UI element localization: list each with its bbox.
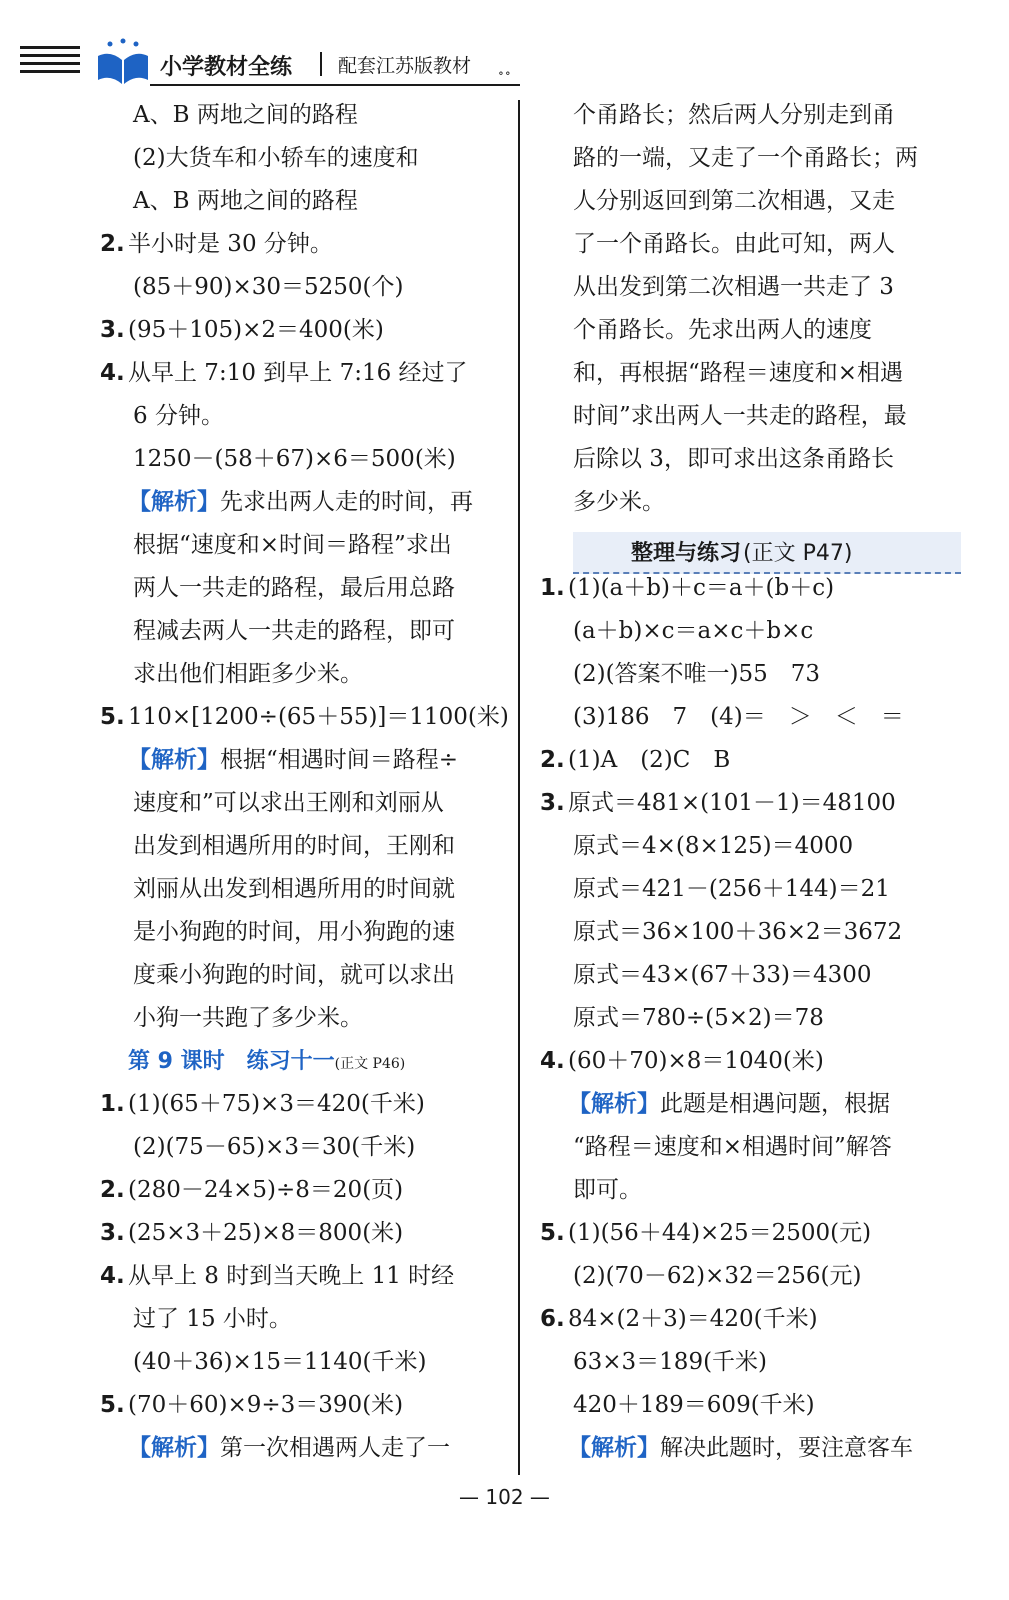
answer-text: (1)(a＋b)＋c＝a＋(b＋c): [568, 575, 835, 601]
text-line: [128, 1433, 450, 1463]
text-line: 63×3＝189(千米): [573, 1349, 768, 1375]
text-line: (3)186 7 (4)＝ ＞ ＜ ＝: [573, 704, 904, 730]
text-line: 420＋189＝609(千米): [573, 1392, 815, 1418]
answer-text: 先求出两人走的时间，再: [220, 489, 473, 515]
text-line: [100, 1218, 403, 1248]
text-line: (a＋b)×c＝a×c＋b×c: [573, 618, 814, 644]
text-line: (2)(70－62)×32＝256(元): [573, 1263, 862, 1289]
question-number: 4.: [100, 1263, 125, 1289]
edition-label: 配套江苏版教材: [338, 55, 472, 77]
column-divider: [518, 100, 520, 1475]
answer-text: (1)(56＋44)×25＝2500(元): [568, 1220, 872, 1246]
answer-text: 84×(2＋3)＝420(千米): [568, 1306, 818, 1332]
section-title: 整理与练习(正文 P47): [631, 541, 853, 566]
text-line: [100, 229, 333, 259]
text-line: (85＋90)×30＝5250(个): [133, 274, 404, 300]
question-number: 3.: [540, 790, 565, 816]
answer-text: 110×[1200÷(65＋55)]＝1100(米): [128, 704, 509, 730]
answer-text: 根据“相遇时间＝路程÷: [220, 747, 459, 773]
analysis-tag: 【解析】: [128, 1435, 220, 1461]
text-line: 速度和”可以求出王刚和刘丽从: [133, 790, 444, 816]
text-line: [540, 1046, 824, 1076]
text-line: 两人一共走的路程，最后用总路: [133, 575, 455, 601]
text-line: [128, 487, 473, 517]
question-number: 3.: [100, 317, 125, 343]
question-number: 2.: [100, 1177, 125, 1203]
text-line: [540, 1304, 818, 1334]
open-book-logo-icon: [92, 38, 154, 88]
text-line: [128, 1046, 405, 1079]
answer-text: 解决此题时，要注意客车: [660, 1435, 913, 1461]
question-number: 4.: [540, 1048, 565, 1074]
text-line: 小狗一共跑了多少米。: [133, 1005, 363, 1031]
text-line: 多少米。: [573, 489, 665, 515]
answer-text: 半小时是 30 分钟。: [128, 231, 333, 257]
text-line: [128, 745, 458, 775]
text-line: 程减去两人一共走的路程，即可: [133, 618, 455, 644]
answer-text: 原式＝481×(101－1)＝48100: [568, 790, 896, 816]
page-number: — 102 —: [459, 1485, 550, 1509]
text-line: 从出发到第二次相遇一共走了 3: [573, 274, 894, 300]
analysis-tag: 【解析】: [568, 1091, 660, 1117]
question-number: 3.: [100, 1220, 125, 1246]
text-line: [100, 358, 468, 388]
question-number: 4.: [100, 360, 125, 386]
text-line: [100, 1390, 403, 1420]
answer-text: (60＋70)×8＝1040(米): [568, 1048, 824, 1074]
header-underline: [150, 84, 520, 86]
page-ref: (正文 P46): [334, 1056, 406, 1072]
text-line: 原式＝421－(256＋144)＝21: [573, 876, 890, 902]
text-line: (2)大货车和小轿车的速度和: [133, 145, 419, 171]
text-line: [100, 702, 509, 732]
text-line: 原式＝780÷(5×2)＝78: [573, 1005, 824, 1031]
text-line: [568, 1089, 890, 1119]
text-line: A、B 两地之间的路程: [133, 102, 358, 128]
question-number: 2.: [540, 747, 565, 773]
question-number: 1.: [100, 1091, 125, 1117]
text-line: 时间”求出两人一共走的路程，最: [573, 403, 907, 429]
answer-text: 从早上 7:10 到早上 7:16 经过了: [128, 360, 468, 386]
text-line: [100, 315, 384, 345]
header-dots-icon: ∘∘: [498, 66, 512, 80]
text-line: 是小狗跑的时间，用小狗跑的速: [133, 919, 455, 945]
text-line: 度乘小狗跑的时间，就可以求出: [133, 962, 455, 988]
text-line: [100, 1175, 403, 1205]
text-line: 6 分钟。: [133, 403, 224, 429]
text-line: 人分别返回到第二次相遇，又走: [573, 188, 895, 214]
answer-text: (25×3＋25)×8＝800(米): [128, 1220, 404, 1246]
text-line: 原式＝43×(67＋33)＝4300: [573, 962, 872, 988]
analysis-tag: 【解析】: [128, 747, 220, 773]
text-line: 路的一端，又走了一个甬路长；两: [573, 145, 918, 171]
series-title: 小学教材全练: [160, 55, 293, 80]
question-number: 1.: [540, 575, 565, 601]
text-line: 和，再根据“路程＝速度和×相遇: [573, 360, 904, 386]
text-line: 后除以 3，即可求出这条甬路长: [573, 446, 894, 472]
answer-text: (70＋60)×9÷3＝390(米): [128, 1392, 404, 1418]
question-number: 5.: [100, 1392, 125, 1418]
question-number: 6.: [540, 1306, 565, 1332]
text-line: 原式＝36×100＋36×2＝3672: [573, 919, 903, 945]
text-line: [100, 1261, 454, 1291]
text-line: 根据“速度和×时间＝路程”求出: [133, 532, 452, 558]
question-number: 5.: [540, 1220, 565, 1246]
question-number: 5.: [100, 704, 125, 730]
section-heading: [573, 532, 961, 574]
text-line: (2)(75－65)×3＝30(千米): [133, 1134, 416, 1160]
answer-text: 此题是相遇问题，根据: [660, 1091, 890, 1117]
analysis-tag: 【解析】: [128, 489, 220, 515]
text-line: 刘丽从出发到相遇所用的时间就: [133, 876, 455, 902]
answer-text: (1)A (2)C B: [568, 747, 731, 773]
header-separator: [320, 52, 322, 76]
answer-text: (95＋105)×2＝400(米): [128, 317, 384, 343]
answer-text: (280－24×5)÷8＝20(页): [128, 1177, 404, 1203]
text-line: 1250－(58＋67)×6＝500(米): [133, 446, 456, 472]
analysis-tag: 【解析】: [568, 1435, 660, 1461]
text-line: 个甬路长；然后两人分别走到甬: [573, 102, 895, 128]
text-line: (2)(答案不唯一)55 73: [573, 661, 821, 687]
lesson-heading: 第 9 课时 练习十一: [128, 1049, 335, 1074]
page-header: [20, 38, 512, 90]
text-line: [540, 788, 896, 818]
text-line: 了一个甬路长。由此可知，两人: [573, 231, 895, 257]
text-line: 出发到相遇所用的时间，王刚和: [133, 833, 455, 859]
text-line: 即可。: [573, 1177, 642, 1203]
text-line: [568, 1433, 913, 1463]
text-line: 求出他们相距多少米。: [133, 661, 363, 687]
answer-text: (1)(65＋75)×3＝420(千米): [128, 1091, 425, 1117]
section-page-ref: (正文 P47): [743, 541, 853, 566]
text-line: 原式＝4×(8×125)＝4000: [573, 833, 854, 859]
text-line: (40＋36)×15＝1140(千米): [133, 1349, 427, 1375]
text-line: “路程＝速度和×相遇时间”解答: [573, 1134, 892, 1160]
text-line: [100, 1089, 425, 1119]
text-line: [540, 573, 834, 603]
answer-text: 从早上 8 时到当天晚上 11 时经: [128, 1263, 455, 1289]
answer-text: 第一次相遇两人走了一: [220, 1435, 450, 1461]
text-line: A、B 两地之间的路程: [133, 188, 358, 214]
question-number: 2.: [100, 231, 125, 257]
text-line: 个甬路长。先求出两人的速度: [573, 317, 872, 343]
text-line: [540, 745, 730, 775]
text-line: 过了 15 小时。: [133, 1306, 292, 1332]
text-line: [540, 1218, 871, 1248]
header-rules: [20, 46, 80, 78]
